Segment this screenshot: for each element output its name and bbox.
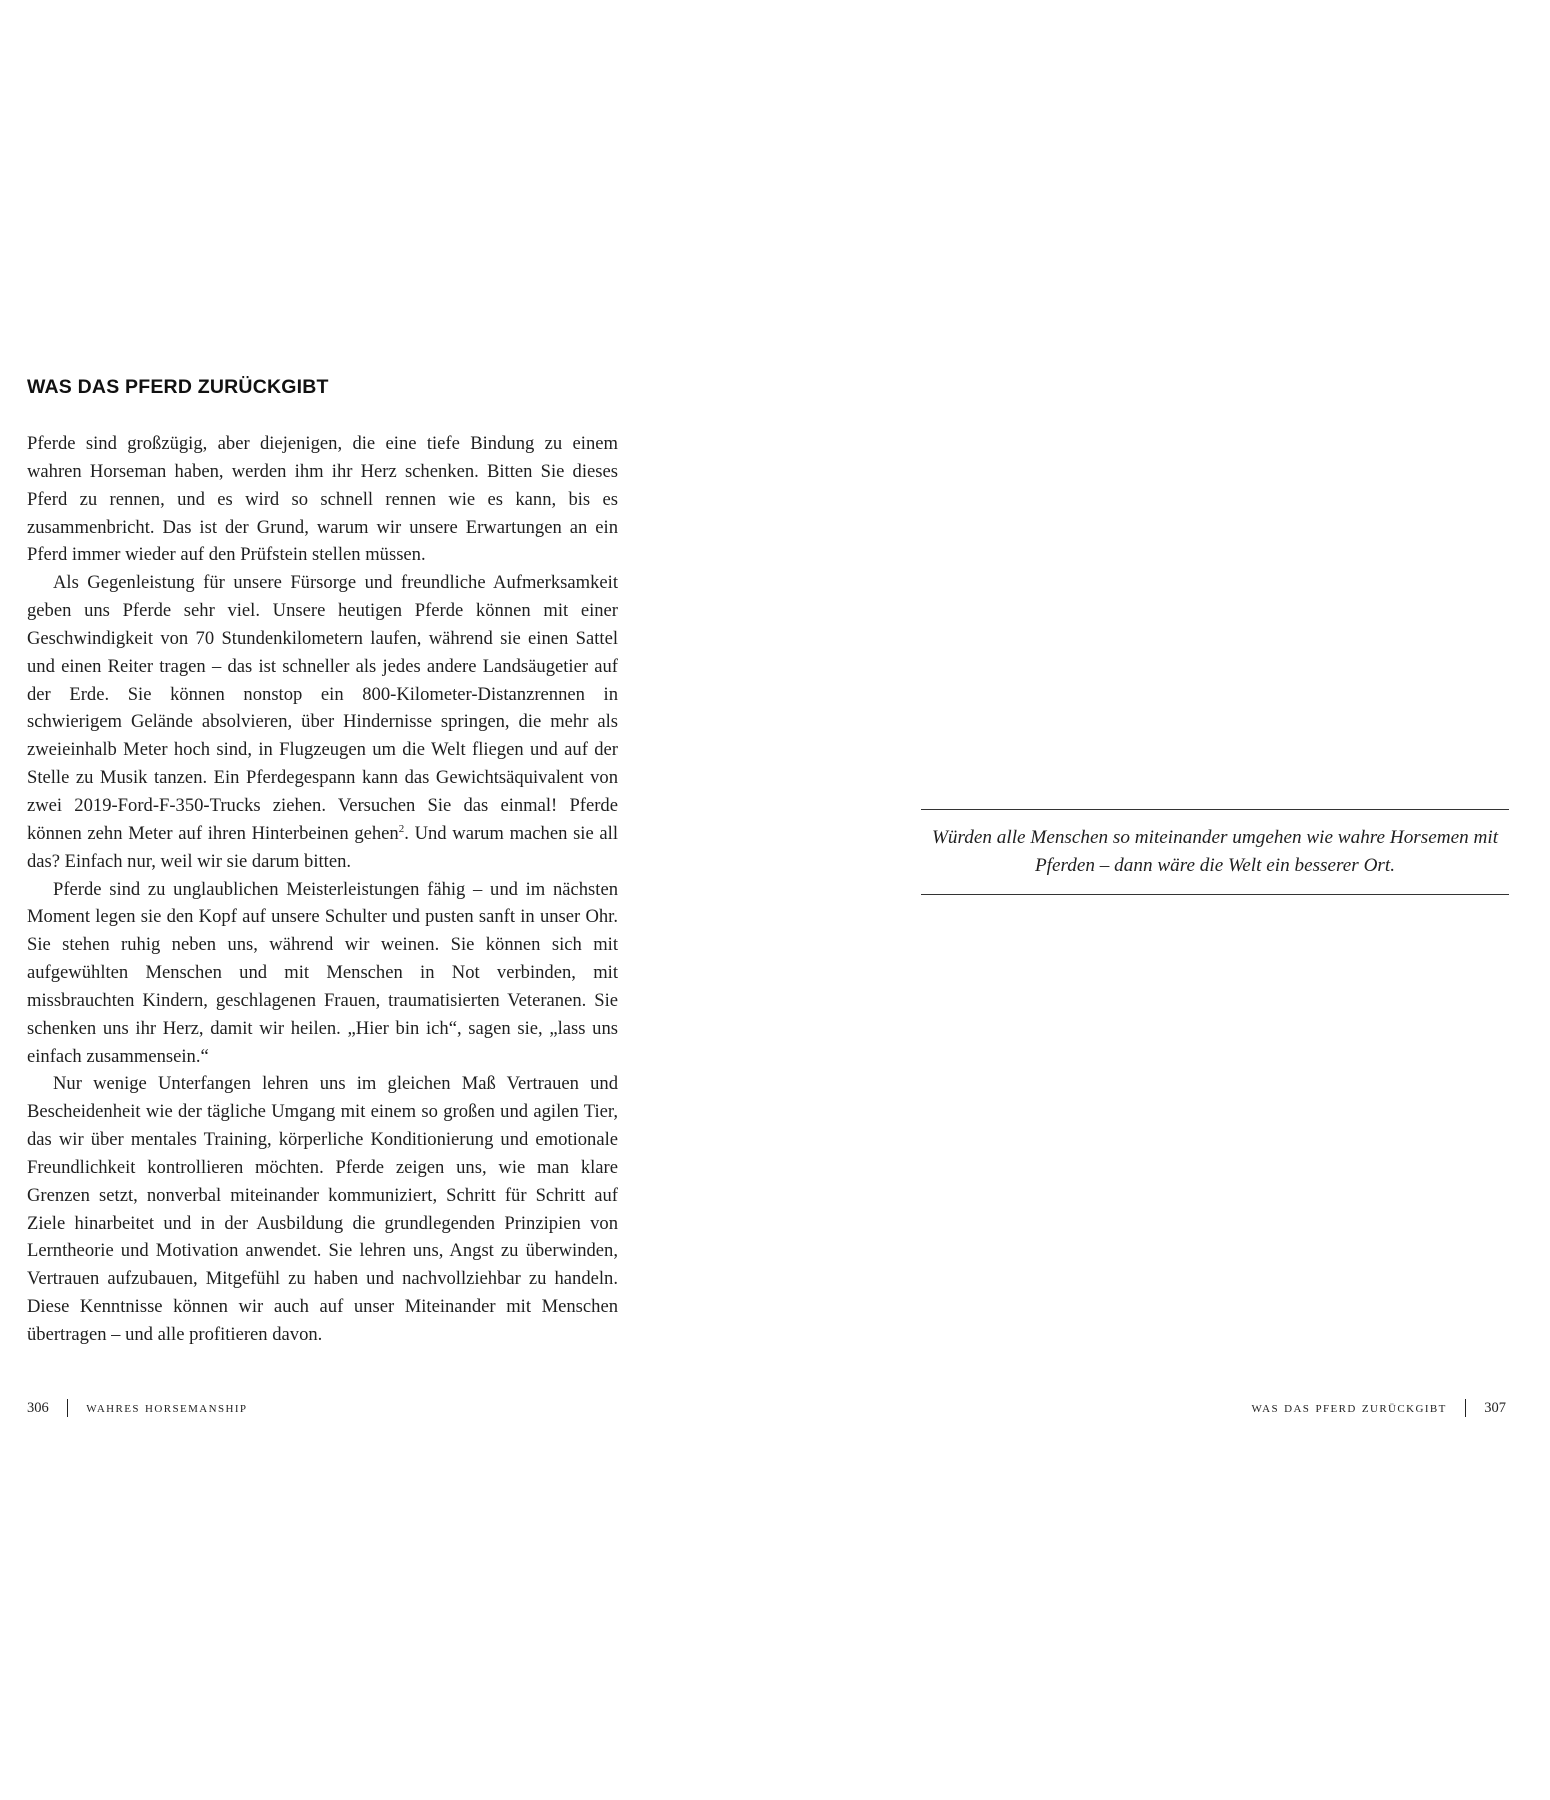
pull-quote-text: Würden alle Menschen so miteinander umgehen wie wahre Horsemen mit Pferden – dann wäre die Welt ein besserer Ort. [931, 827, 1499, 876]
left-page [27, 370, 618, 1349]
footer-divider-right [1465, 1399, 1467, 1417]
paragraph-3: Pferde sind zu unglaublichen Meisterleistungen fähig – und im nächsten Moment legen sie den Kopf auf unsere Schulter und pusten sanft in unser Ohr. Sie stehen ruhig neben uns, während wir weinen. Sie können sich mit aufgewühlten Menschen und mit Menschen in Not verbinden, mit missbrauchten Kindern, geschlagenen Frauen, traumatisierten Veteranen. Sie schenken uns ihr Herz, damit wir heilen. „Hier bin ich“, sagen sie, „lass uns einfach zusammensein.“ [27, 878, 618, 1067]
paragraph-2-text: Als Gegenleistung für unsere Fürsorge und freundliche Aufmerksamkeit geben uns Pferde sehr viel. Unsere heutigen Pferde können mit einer Geschwindigkeit von 70 Stundenkilometern laufen, während sie einen Sattel und einen Reiter tragen – das ist schneller als jedes andere Landsäugetier auf der Erde. Sie können nonstop ein 800-Kilometer-Distanzrennen in schwierigem Gelände absolvieren, über Hindernisse springen, die mehr als zweieinhalb Meter hoch sind, in Flugzeugen um die Welt fliegen und auf der Stelle zu Musik tanzen. Ein Pferdegespann kann das Gewichtsäquivalent von zwei 2019-Ford-F-350-Trucks ziehen. Versuchen Sie das einmal! Pferde können zehn Meter auf ihren Hinterbeinen gehen [27, 572, 618, 844]
paragraph-2-tail: . Und warum machen sie all das? Einfach nur, weil wir sie darum bitten. [27, 822, 618, 872]
chapter-heading: WAS DAS PFERD ZURÜCKGIBT [27, 376, 329, 398]
right-page-footer [1252, 1398, 1506, 1418]
paragraph-1: Pferde sind großzügig, aber diejenigen, die eine tiefe Bindung zu einem wahren Horseman haben, werden ihm ihr Herz schenken. Bitten Sie dieses Pferd zu rennen, und es wird so schnell rennen wie es kann, bis es zusammenbricht. Das ist der Grund, warum wir unsere Erwartungen an ein Pferd immer wieder auf den Prüfstein stellen müssen. [27, 433, 618, 566]
running-head-left: wahres horsemanship [86, 1399, 248, 1416]
footer-divider-left [67, 1399, 69, 1417]
running-head-right: was das pferd zurückgibt [1251, 1399, 1447, 1416]
page-number-right: 307 [1484, 1399, 1506, 1416]
paragraph-2 [27, 569, 618, 875]
pull-quote [921, 809, 1509, 895]
page-number-left: 306 [27, 1399, 49, 1416]
paragraph-4: Nur wenige Unterfangen lehren uns im gleichen Maß Vertrauen und Bescheidenheit wie der tägliche Umgang mit einem so großen und agilen Tier, das wir über mentales Training, körperliche Konditionierung und emotionale Freundlichkeit kontrollieren möchten. Pferde zeigen uns, wie man klare Grenzen setzt, nonverbal miteinander kommuniziert, Schritt für Schritt auf Ziele hinarbeitet und in der Ausbildung die grundlegenden Prinzipien von Lerntheorie und Motivation anwendet. Sie lehren uns, Angst zu überwinden, Vertrauen aufzubauen, Mitgefühl zu haben und nachvollziehbar zu handeln. Diese Kenntnisse können wir auch auf unser Miteinander mit Menschen übertragen – und alle profitieren davon. [27, 1073, 618, 1345]
left-page-footer [27, 1398, 247, 1418]
footnote-marker: 2 [398, 822, 405, 835]
